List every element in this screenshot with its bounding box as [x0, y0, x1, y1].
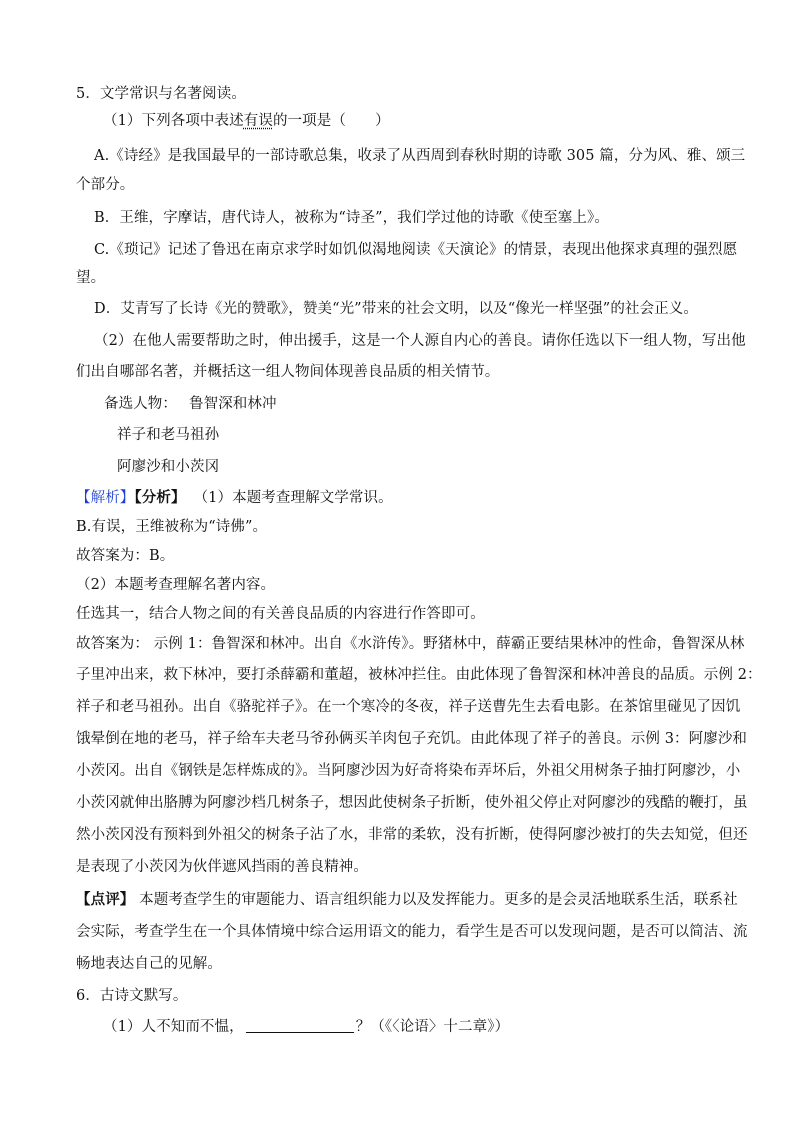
answer-line-2: 子里冲出来，救下林冲，要打杀薛霸和董超，被林冲拦住。由此体现了鲁智深和林冲善良的品质。示例 2：: [76, 667, 762, 683]
q5-sub1-suffix: 的一项是（ ）: [272, 113, 390, 129]
q6-answer-blank[interactable]: [246, 1018, 354, 1033]
review-line-3: 畅地表达自己的见解。: [76, 956, 222, 972]
q5-sub1-emphasis: 有误: [243, 113, 273, 129]
review-text-1: 本题考查学生的审题能力、语言组织能力以及发挥能力。更多的是会灵活地联系生活，联系社: [134, 892, 738, 908]
q5-option-a-line2: 个部分。: [76, 177, 135, 193]
candidate-line-1: [104, 394, 277, 414]
review-line-2: 会实际，考查学生在一个具体情境中综合运用语文的能力，看学生是否可以发现问题，是否可以简洁、流: [76, 924, 748, 940]
q6-sub1-prefix: （1）人不知而不愠，: [103, 1019, 244, 1035]
analysis-point-1: （1）本题考查理解文学常识。: [193, 490, 393, 506]
q5-option-b: B．王维，字摩诘，唐代诗人，被称为“诗圣”，我们学过他的诗歌《使至塞上》。: [94, 210, 609, 226]
answer-line-8: 是表现了小茨冈为伙伴遮风挡雨的善良精神。: [76, 859, 368, 875]
q5-option-a-line1: A.《诗经》是我国最早的一部诗歌总集，收录了从西周到春秋时期的诗歌 305 篇，分为风、雅、颂三: [94, 148, 746, 164]
answer-line-3: 祥子和老马祖孙。出自《骆驼祥子》。在一个寒冷的冬夜，祥子送曹先生去看电影。在茶馆里碰见了因饥: [76, 699, 741, 715]
answer-line-4: 饿晕倒在地的老马，祥子给车夫老马爷孙俩买羊肉包子充饥。由此体现了祥子的善良。示例 3：阿廖沙和: [76, 731, 748, 747]
candidate-1: 鲁智深和林冲: [189, 396, 277, 412]
answer-line-7: 然小茨冈没有预料到外祖父的树条子沾了水，非常的柔软，没有折断，使得阿廖沙被打的失去知觉，但还: [76, 827, 748, 843]
review-tag: 【点评】: [76, 891, 135, 908]
analysis-point-4: （2）本题考查理解名著内容。: [76, 577, 276, 593]
analysis-point-3: 故答案为：B。: [76, 548, 175, 564]
q6-sub1-suffix: ？（《〈论语〉十二章》）: [355, 1019, 510, 1035]
candidate-label: 备选人物：: [104, 396, 177, 412]
q5-sub2-line2: 们出自哪部名著，并概括这一组人物间体现善良品质的相关情节。: [76, 364, 500, 380]
answer-line-5: 小茨冈。出自《钢铁是怎样炼成的》。当阿廖沙因为好奇将染布弄坏后，外祖父用树条子抽打阿廖沙，小: [76, 763, 741, 779]
q5-sub1: [103, 111, 390, 131]
q5-sub2-line1: （2）在他人需要帮助之时，伸出援手，这是一个人源自内心的善良。请你任选以下一组人物，写出他: [94, 333, 746, 349]
analysis-tag: 【解析】: [76, 490, 135, 506]
answer-line-6: 小茨冈就伸出胳膊为阿廖沙档几树条子，想因此使树条子折断，使外祖父停止对阿廖沙的残酷的鞭打，虽: [76, 795, 748, 811]
q5-sub1-prefix: （1）下列各项中表述: [103, 113, 244, 129]
q5-option-c-line2: 望。: [76, 270, 106, 286]
answer-line-1: 故答案为： 示例 1：鲁智深和林冲。出自《水浒传》。野猪林中，薛霸正要结果林冲的性命，鲁智深从林: [76, 636, 745, 652]
q5-title: 5．文学常识与名著阅读。: [76, 86, 246, 102]
analysis-header: [76, 488, 393, 508]
candidate-3: 阿廖沙和小茨冈: [117, 459, 220, 475]
q6-sub1: [103, 1017, 509, 1037]
q5-option-d: D．艾青写了长诗《光的赞歌》，赞美“光”带来的社会文明，以及“像光一样坚强”的社会正义。: [94, 301, 698, 317]
candidate-2: 祥子和老马祖孙: [117, 427, 220, 443]
q6-title: 6．古诗文默写。: [76, 988, 188, 1004]
analysis-point-2: B.有误，王维被称为“诗佛”。: [76, 519, 268, 535]
analysis-point-5: 任选其一，结合人物之间的有关善良品质的内容进行作答即可。: [76, 606, 485, 622]
review-line-1: [76, 890, 738, 910]
analysis-sub-tag: 【分析】: [134, 489, 186, 506]
q5-option-c-line1: C.《琐记》记述了鲁迅在南京求学时如饥似渴地阅读《天演论》的情景，表现出他探求真理的强烈愿: [94, 242, 738, 258]
